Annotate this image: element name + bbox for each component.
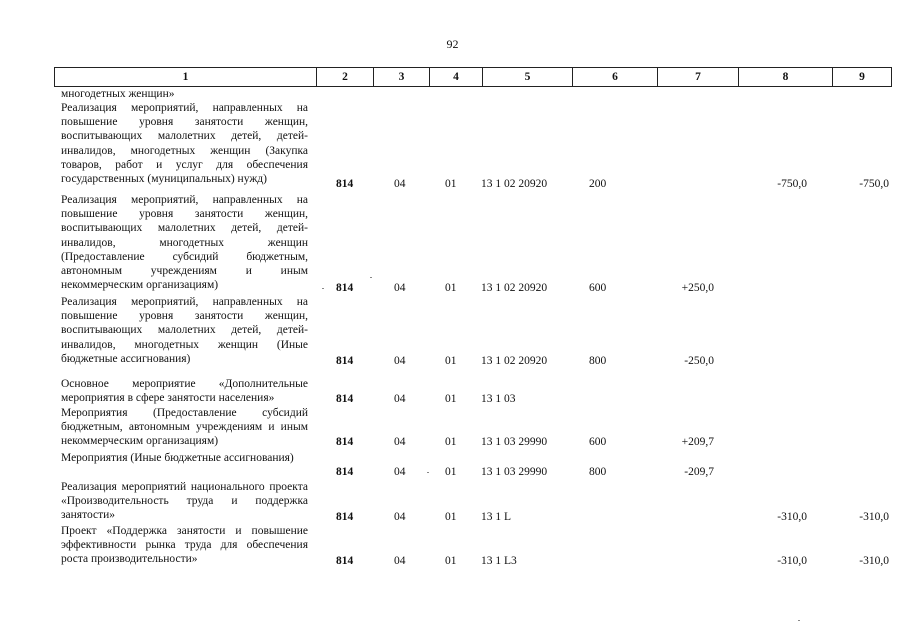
cell-target-article: 13 1 03 (481, 393, 516, 405)
cell-code: 814 (336, 511, 354, 523)
cell-expense-type: 600 (589, 282, 607, 294)
row-fragment-text: многодетных женщин» (61, 88, 175, 100)
scan-speck (322, 288, 324, 289)
cell-code: 814 (336, 355, 354, 367)
cell-target-article: 13 1 03 29990 (481, 436, 548, 448)
cell-section: 04 (394, 178, 406, 190)
cell-subsection: 01 (445, 178, 457, 190)
cell-section: 04 (394, 511, 406, 523)
cell-section: 04 (394, 555, 406, 567)
header-col-4: 4 (430, 68, 483, 86)
cell-subsection: 01 (445, 466, 457, 478)
cell-value-7: -209,7 (684, 466, 714, 478)
cell-value-9: -750,0 (859, 178, 889, 190)
cell-section: 04 (394, 436, 406, 448)
cell-value-8: -310,0 (777, 555, 807, 567)
cell-section: 04 (394, 466, 406, 478)
cell-subsection: 01 (445, 393, 457, 405)
header-col-8: 8 (739, 68, 833, 86)
cell-subsection: 01 (445, 355, 457, 367)
cell-section: 04 (394, 393, 406, 405)
cell-expense-type: 600 (589, 436, 607, 448)
row-description: Реализация мероприятий, направленных на повышение уровня занятости женщин, воспитывающих малолетних детей, детей-инвалидов, многодетных женщин (Закупка товаров, работ и услуг для обеспечения государственных (муниципальных) нужд) (61, 102, 308, 186)
cell-subsection: 01 (445, 436, 457, 448)
cell-value-8: -310,0 (777, 511, 807, 523)
scan-speck (798, 620, 800, 621)
page-number: 92 (446, 37, 459, 51)
cell-code: 814 (336, 282, 354, 294)
cell-code: 814 (336, 393, 354, 405)
row-description: Основное мероприятие «Дополнительные мероприятия в сфере занятости населения» (61, 378, 308, 405)
cell-code: 814 (336, 436, 354, 448)
row-description: Проект «Поддержка занятости и повышение эффективности рынка труда для обеспечения роста производительности» (61, 525, 308, 566)
cell-target-article: 13 1 02 20920 (481, 355, 548, 367)
cell-value-8: -750,0 (777, 178, 807, 190)
cell-code: 814 (336, 555, 354, 567)
row-description: Реализация мероприятий, направленных на повышение уровня занятости женщин, воспитывающих малолетних детей, детей-инвалидов, многодетных женщин (Иные бюджетные ассигнования) (61, 296, 308, 365)
header-col-6: 6 (573, 68, 658, 86)
header-col-5: 5 (483, 68, 573, 86)
cell-value-7: +250,0 (681, 282, 714, 294)
cell-target-article: 13 1 02 20920 (481, 282, 548, 294)
cell-expense-type: 800 (589, 466, 607, 478)
cell-value-9: -310,0 (859, 511, 889, 523)
header-col-1: 1 (55, 68, 317, 86)
cell-section: 04 (394, 355, 406, 367)
cell-subsection: 01 (445, 511, 457, 523)
scan-speck (370, 277, 372, 278)
row-description: Мероприятия (Иные бюджетные ассигнования) (61, 452, 294, 464)
cell-expense-type: 200 (589, 178, 607, 190)
header-col-3: 3 (374, 68, 430, 86)
cell-section: 04 (394, 282, 406, 294)
cell-value-7: -250,0 (684, 355, 714, 367)
row-description: Мероприятия (Предоставление субсидий бюджетным, автономным учреждениям и иным некоммерческим организациям) (61, 407, 308, 448)
scan-speck (427, 472, 429, 473)
cell-target-article: 13 1 L (481, 511, 512, 523)
cell-target-article: 13 1 02 20920 (481, 178, 548, 190)
cell-value-7: +209,7 (681, 436, 714, 448)
cell-code: 814 (336, 178, 354, 190)
cell-target-article: 13 1 03 29990 (481, 466, 548, 478)
row-description: Реализация мероприятий национального проекта «Производительность труда и поддержка занятости» (61, 481, 308, 522)
header-col-7: 7 (658, 68, 739, 86)
header-col-2: 2 (317, 68, 374, 86)
table-header (54, 67, 892, 87)
cell-target-article: 13 1 L3 (481, 555, 517, 567)
cell-expense-type: 800 (589, 355, 607, 367)
cell-code: 814 (336, 466, 354, 478)
row-description: Реализация мероприятий, направленных на повышение уровня занятости женщин, воспитывающих малолетних детей, детей-инвалидов, многодетных женщин (Предоставление субсидий бюджетным, автономным учреждениям и иным некоммерческим организациям) (61, 194, 308, 292)
cell-subsection: 01 (445, 555, 457, 567)
header-col-9: 9 (859, 71, 865, 83)
cell-value-9: -310,0 (859, 555, 889, 567)
cell-subsection: 01 (445, 282, 457, 294)
